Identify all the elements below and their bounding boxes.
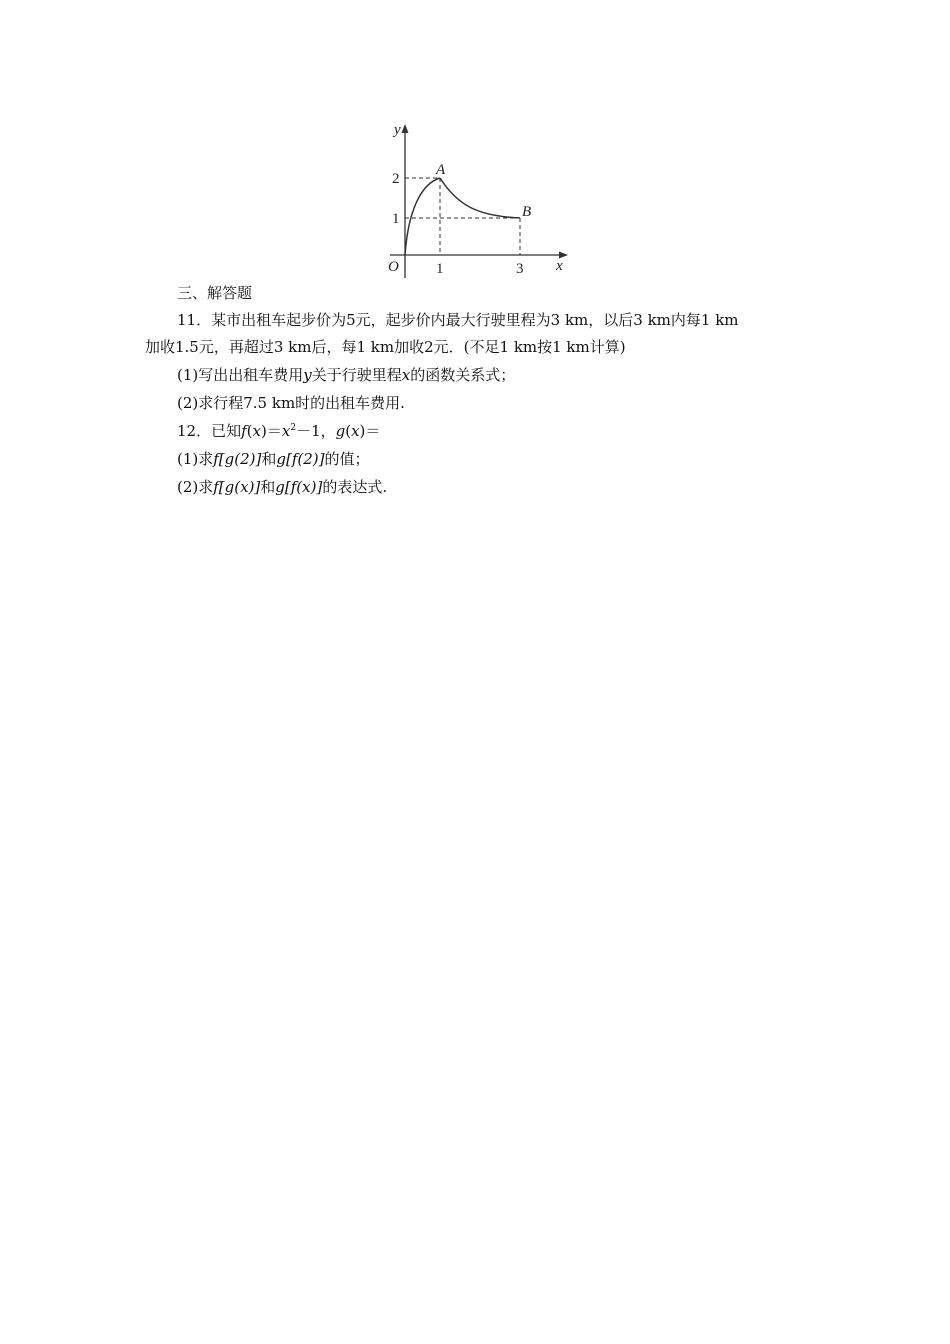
variable-x-f: x: [252, 422, 261, 440]
problem-11-line-1: 11．某市出租车起步价为5元，起步价内最大行驶里程为3 km，以后3 km内每1 km: [177, 311, 739, 329]
point-b-label: B: [522, 204, 532, 220]
function-graph-figure: [370, 118, 580, 288]
part-2-pre: (2)求: [177, 478, 214, 496]
y-axis-label: y: [394, 122, 401, 138]
square-exponent: 2: [290, 423, 297, 433]
minus-one: －1，: [296, 422, 336, 440]
origin-label: O: [388, 259, 399, 275]
expr-f-of-g-x: f[g(x)]: [213, 478, 261, 496]
problem-12-part-2: [177, 476, 387, 498]
x-tick-label-1: 1: [436, 261, 444, 277]
expr-g-of-f-x: g[f(x)]: [275, 478, 323, 496]
part-2-mid: 和: [260, 478, 276, 496]
curve-segment-ab: [440, 178, 520, 218]
function-g-name: g: [335, 422, 346, 440]
equals-sign: ＝: [266, 422, 282, 440]
paren-open-g: (: [345, 422, 352, 440]
y-axis-arrow-icon: [402, 124, 409, 133]
part-1-mid: 和: [261, 450, 277, 468]
problem-12-part-1: [177, 448, 370, 470]
y-tick-label-2: 2: [392, 171, 400, 187]
variable-x: x: [401, 366, 411, 384]
problem-11-part-2: (2)求行程7.5 km时的出租车费用.: [177, 394, 405, 412]
x-axis-label: x: [556, 258, 563, 274]
x-tick-label-3: 3: [516, 261, 524, 277]
paren-close-g: ): [359, 422, 366, 440]
section-heading: 三、解答题: [177, 284, 253, 302]
x-squared-base: x: [281, 422, 291, 440]
paren-close-f: ): [260, 422, 267, 440]
part-2-post: 的表达式.: [322, 478, 388, 496]
paren-open-f: (: [246, 422, 253, 440]
part-1-text-pre: (1)写出出租车费用: [177, 366, 304, 384]
function-graph-svg: [370, 118, 580, 288]
function-f-name: f: [241, 422, 247, 440]
problem-11-part-1: [177, 364, 515, 386]
intro-text: 12．已知: [177, 422, 242, 440]
expr-g-of-f-2: g[f(2)]: [276, 450, 325, 468]
problem-11-line-2: 加收1.5元，再超过3 km后，每1 km加收2元．(不足1 km按1 km计算): [145, 338, 626, 356]
part-1-post: 的值；: [324, 450, 370, 468]
equals-sign-end: ＝: [365, 422, 381, 440]
variable-x-g: x: [351, 422, 360, 440]
part-1-text-post: 的函数关系式；: [410, 366, 516, 384]
variable-y: y: [303, 366, 312, 384]
part-1-pre: (1)求: [177, 450, 214, 468]
expr-f-of-g-2: f[g(2)]: [213, 450, 262, 468]
point-a-label: A: [436, 162, 446, 178]
y-tick-label-1: 1: [392, 211, 400, 227]
problem-12-intro: [177, 420, 380, 442]
curve-segment-oa: [405, 178, 440, 255]
part-1-text-mid: 关于行驶里程: [311, 366, 402, 384]
